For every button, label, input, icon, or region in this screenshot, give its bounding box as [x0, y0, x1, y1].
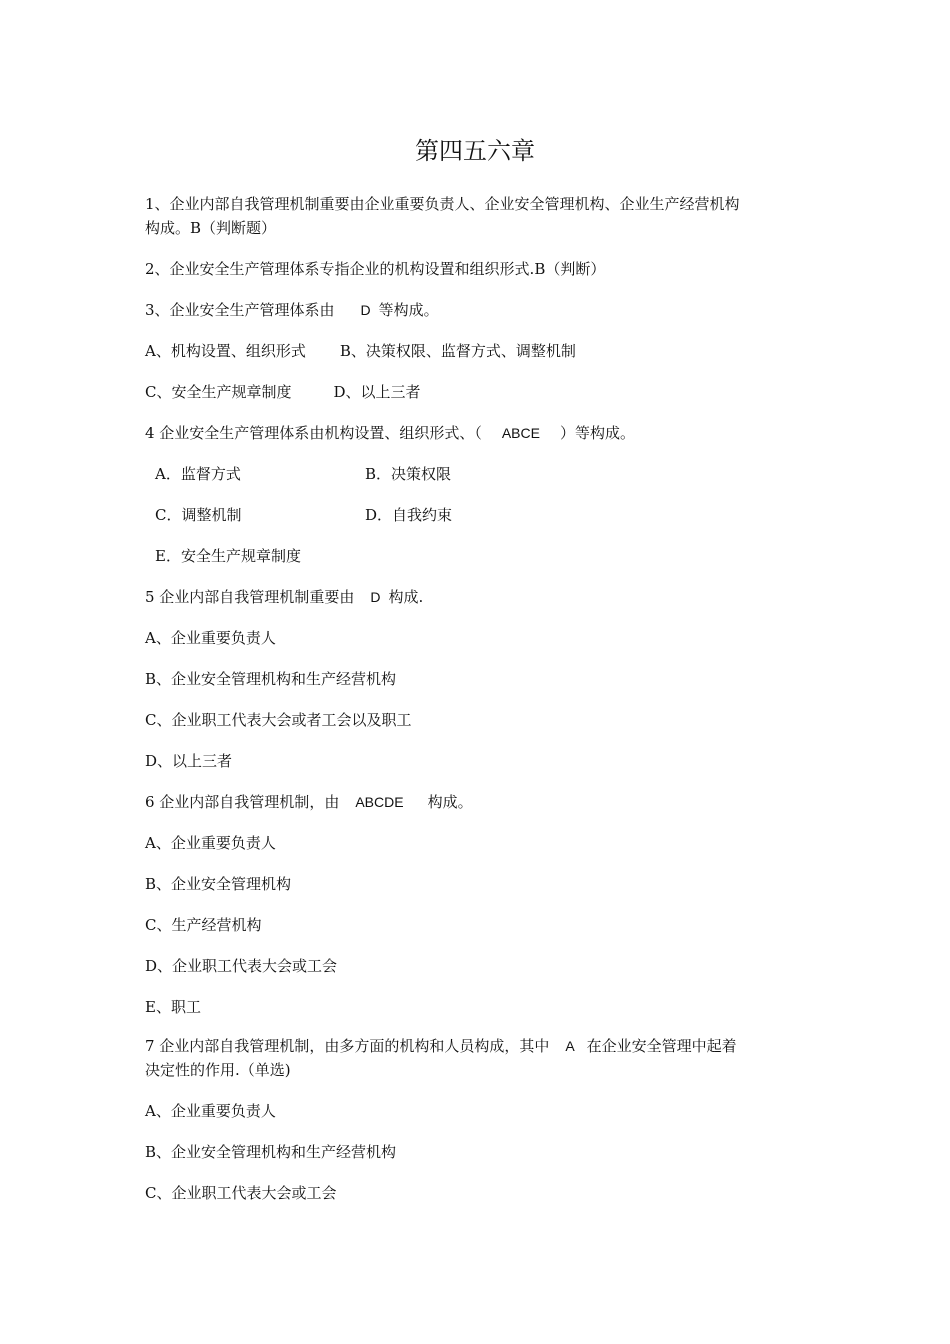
- question-5: [145, 585, 810, 609]
- question-3-options-row-1: [145, 339, 810, 363]
- question-5-option-d: D、以上三者: [145, 752, 233, 770]
- question-7-option-a: A、企业重要负责人: [145, 1102, 276, 1120]
- question-1-line-2: 构成。B（判断题）: [145, 219, 277, 237]
- question-6-prefix: 6 企业内部自我管理机制，由: [145, 793, 340, 811]
- question-4-options-row-2: [155, 503, 820, 527]
- question-3-prefix: 3、企业安全生产管理体系由: [145, 301, 335, 319]
- question-3-option-b: B、决策权限、监督方式、调整机制: [339, 342, 576, 360]
- question-3-option-a: A、机构设置、组织形式: [145, 342, 306, 360]
- question-6-option-b: B、企业安全管理机构: [145, 875, 292, 893]
- question-4-suffix: ）等构成。: [559, 424, 635, 442]
- question-4-option-c: C．调整机制: [155, 506, 242, 524]
- page-title: 第四五六章: [415, 137, 535, 165]
- question-5-prefix: 5 企业内部自我管理机制重要由: [145, 588, 355, 606]
- question-6-answer: ABCDE: [355, 794, 404, 810]
- question-4-prefix: 4 企业安全生产管理体系由机构设置、组织形式、（: [145, 424, 482, 442]
- question-7-answer: A: [565, 1038, 575, 1054]
- question-3-option-d: D、以上三者: [333, 383, 421, 401]
- question-6-option-c: C、生产经营机构: [145, 916, 262, 934]
- question-3-answer: D: [360, 302, 371, 318]
- question-4-options-row-1: [155, 462, 820, 486]
- question-6: [145, 790, 810, 814]
- question-5-suffix: 构成.: [388, 588, 424, 606]
- question-5-answer: D: [370, 589, 381, 605]
- question-5-option-b: B、企业安全管理机构和生产经营机构: [145, 670, 397, 688]
- question-6-option-a: A、企业重要负责人: [145, 834, 276, 852]
- question-7-line-2: 决定性的作用.（单选): [145, 1061, 291, 1079]
- question-3-suffix: 等构成。: [378, 301, 439, 319]
- question-2: 2、企业安全生产管理体系专指企业的机构设置和组织形式.B（判断）: [145, 260, 606, 278]
- question-7-suffix: 在企业安全管理中起着: [586, 1037, 737, 1055]
- question-6-option-d: D、企业职工代表大会或工会: [145, 957, 338, 975]
- question-7-option-c: C、企业职工代表大会或工会: [145, 1184, 337, 1202]
- question-7-option-b: B、企业安全管理机构和生产经营机构: [145, 1143, 397, 1161]
- question-4-option-d: D．自我约束: [365, 506, 453, 524]
- question-4-option-b: B．决策权限: [365, 465, 452, 483]
- question-6-option-e: E、职工: [145, 998, 201, 1016]
- question-6-suffix: 构成。: [427, 793, 473, 811]
- question-3-options-row-2: [145, 380, 810, 404]
- question-7-line-1: [145, 1034, 810, 1058]
- question-3: [145, 298, 810, 322]
- question-4: [145, 421, 810, 445]
- question-4-option-a: A．监督方式: [155, 465, 241, 483]
- question-1-line-1: 1、企业内部自我管理机制重要由企业重要负责人、企业安全管理机构、企业生产经营机构: [145, 195, 740, 213]
- question-7-prefix: 7 企业内部自我管理机制，由多方面的机构和人员构成，其中: [145, 1037, 550, 1055]
- question-5-option-a: A、企业重要负责人: [145, 629, 276, 647]
- question-5-option-c: C、企业职工代表大会或者工会以及职工: [145, 711, 412, 729]
- question-4-option-e: E．安全生产规章制度: [155, 547, 301, 565]
- question-4-answer: ABCE: [501, 425, 540, 441]
- question-3-option-c: C、安全生产规章制度: [145, 383, 292, 401]
